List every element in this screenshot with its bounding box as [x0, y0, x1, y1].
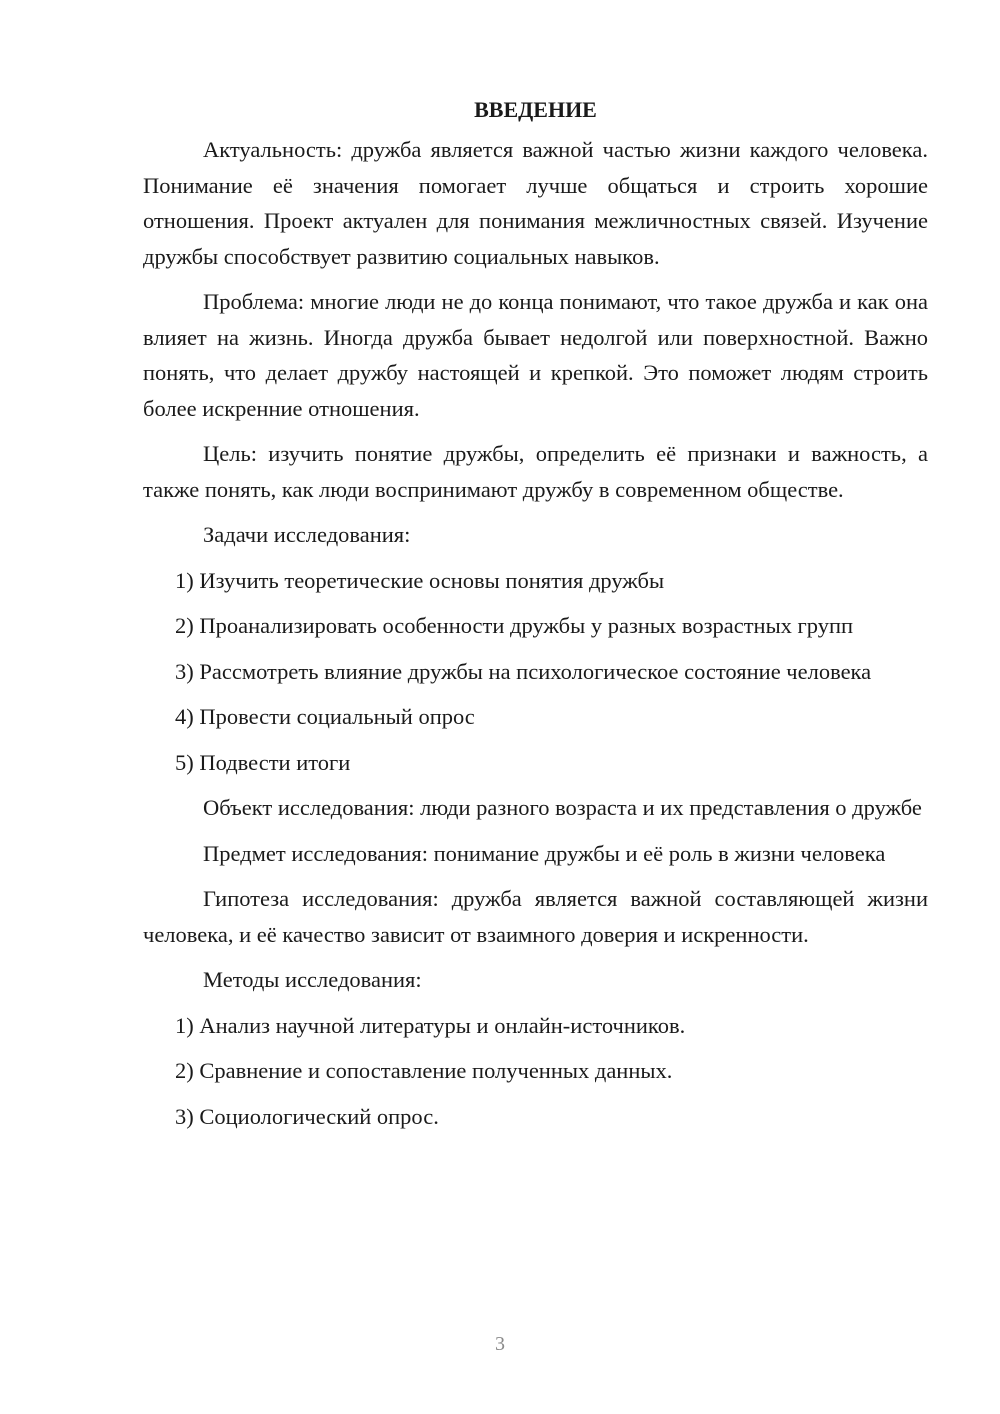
subject-paragraph: Предмет исследования: понимание дружбы и её роль в жизни человека [203, 840, 886, 866]
method-item: 3) Социологический опрос. [175, 1103, 439, 1129]
method-item: 1) Анализ научной литературы и онлайн-источников. [175, 1012, 686, 1038]
object-paragraph: Объект исследования: люди разного возраста и их представления о дружбе [203, 795, 922, 820]
task-item: 4) Провести социальный опрос [175, 704, 475, 729]
task-item: 2) Проанализировать особенности дружбы у разных возрастных групп [175, 613, 854, 638]
page-number: 3 [495, 1333, 505, 1355]
task-item: 1) Изучить теоретические основы понятия дружбы [175, 567, 665, 593]
document-page [143, 92, 928, 1144]
task-item: 5) Подвести итоги [175, 749, 351, 775]
goal-paragraph: Цель: изучить понятие дружбы, определить её признаки и важность, а также понять, как люди воспринимают дружбу в современном обществе. [143, 441, 928, 502]
method-item: 2) Сравнение и сопоставление полученных данных. [175, 1058, 673, 1083]
methods-heading: Методы исследования: [203, 967, 422, 992]
tasks-heading: Задачи исследования: [203, 522, 411, 547]
problem-paragraph: Проблема: многие люди не до конца понимают, что такое дружба и как она влияет на жизнь. Иногда дружба бывает недолгой или поверхностной. Важно понять, что делает дружбу настоящей и крепкой. Это поможет людям строить более искренние отношения. [143, 289, 928, 421]
relevance-paragraph: Актуальность: дружба является важной частью жизни каждого человека. Понимание её значения помогает лучше общаться и строить хорошие отношения. Проект актуален для понимания межличностных связей. Изучение дружбы способствует развитию социальных навыков. [143, 137, 928, 269]
task-item: 3) Рассмотреть влияние дружбы на психологическое состояние человека [175, 658, 872, 684]
section-title: ВВЕДЕНИЕ [474, 97, 597, 122]
hypothesis-paragraph: Гипотеза исследования: дружба является важной составляющей жизни человека, и её качество зависит от взаимного доверия и искренности. [143, 886, 928, 947]
